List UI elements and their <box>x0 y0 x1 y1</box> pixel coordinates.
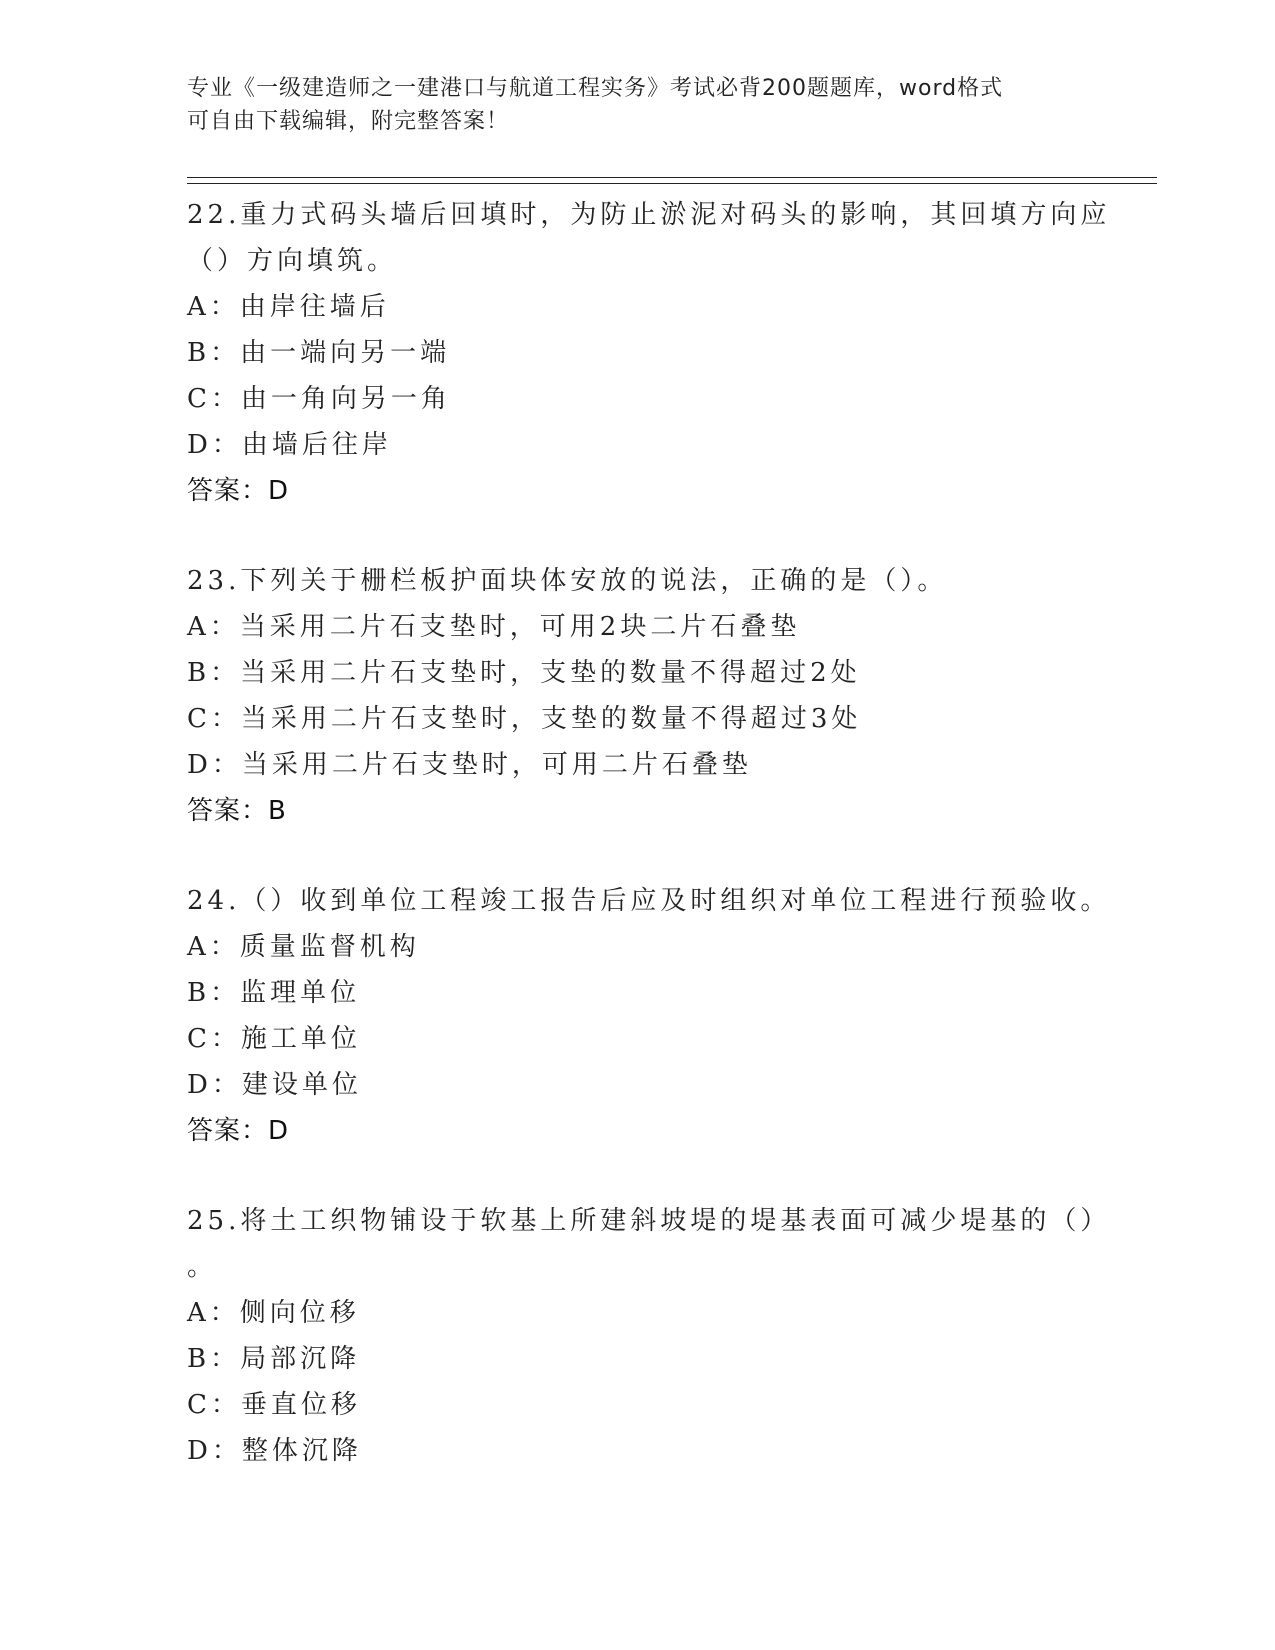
question-25 <box>187 1198 1127 1474</box>
question-stem: 24.（）收到单位工程竣工报告后应及时组织对单位工程进行预验收。 <box>187 886 1111 916</box>
question-stem: 23.下列关于栅栏板护面块体安放的说法，正确的是（）。 <box>187 566 948 596</box>
answer-label: 答案：D <box>187 1116 290 1146</box>
option-c: C：垂直位移 <box>187 1390 361 1420</box>
question-stem-line-1: 22.重力式码头墙后回填时，为防止淤泥对码头的影响，其回填方向应 <box>187 200 1111 230</box>
question-spacer <box>187 1154 1127 1198</box>
question-22 <box>187 192 1127 514</box>
document-header <box>187 72 1087 138</box>
option-a: A：质量监督机构 <box>187 932 420 962</box>
answer-label: 答案：D <box>187 476 290 506</box>
header-title-line-1: 专业《一级建造师之一建港口与航道工程实务》考试必背200题题库，word格式 <box>187 76 1004 101</box>
option-b: B：当采用二片石支垫时，支垫的数量不得超过2处 <box>187 658 861 688</box>
question-spacer <box>187 834 1127 878</box>
option-b: B：监理单位 <box>187 978 361 1008</box>
header-title-line-2: 可自由下载编辑，附完整答案！ <box>187 109 510 134</box>
header-divider-top <box>187 177 1157 178</box>
question-stem <box>187 192 1127 284</box>
question-24 <box>187 878 1127 1154</box>
header-divider-bottom <box>187 183 1157 184</box>
question-stem-line-2: （）方向填筑。 <box>187 246 398 276</box>
question-stem <box>187 1198 1127 1290</box>
question-23 <box>187 558 1127 834</box>
option-d: D：建设单位 <box>187 1070 362 1100</box>
option-d: D：由墙后往岸 <box>187 430 392 460</box>
question-spacer <box>187 514 1127 558</box>
option-b: B：由一端向另一端 <box>187 338 451 368</box>
option-d: D：整体沉降 <box>187 1436 362 1466</box>
option-a: A：由岸往墙后 <box>187 292 390 322</box>
question-stem-line-2: 。 <box>187 1252 218 1282</box>
question-stem-line-1: 25.将土工织物铺设于软基上所建斜坡堤的堤基表面可减少堤基的（） <box>187 1206 1111 1236</box>
option-c: C：施工单位 <box>187 1024 361 1054</box>
option-c: C：当采用二片石支垫时，支垫的数量不得超过3处 <box>187 704 862 734</box>
option-d: D：当采用二片石支垫时，可用二片石叠垫 <box>187 750 752 780</box>
option-a: A：当采用二片石支垫时，可用2块二片石叠垫 <box>187 612 801 642</box>
option-c: C：由一角向另一角 <box>187 384 451 414</box>
question-list <box>187 192 1127 1474</box>
option-a: A：侧向位移 <box>187 1298 360 1328</box>
answer-label: 答案：B <box>187 796 287 826</box>
option-b: B：局部沉降 <box>187 1344 361 1374</box>
